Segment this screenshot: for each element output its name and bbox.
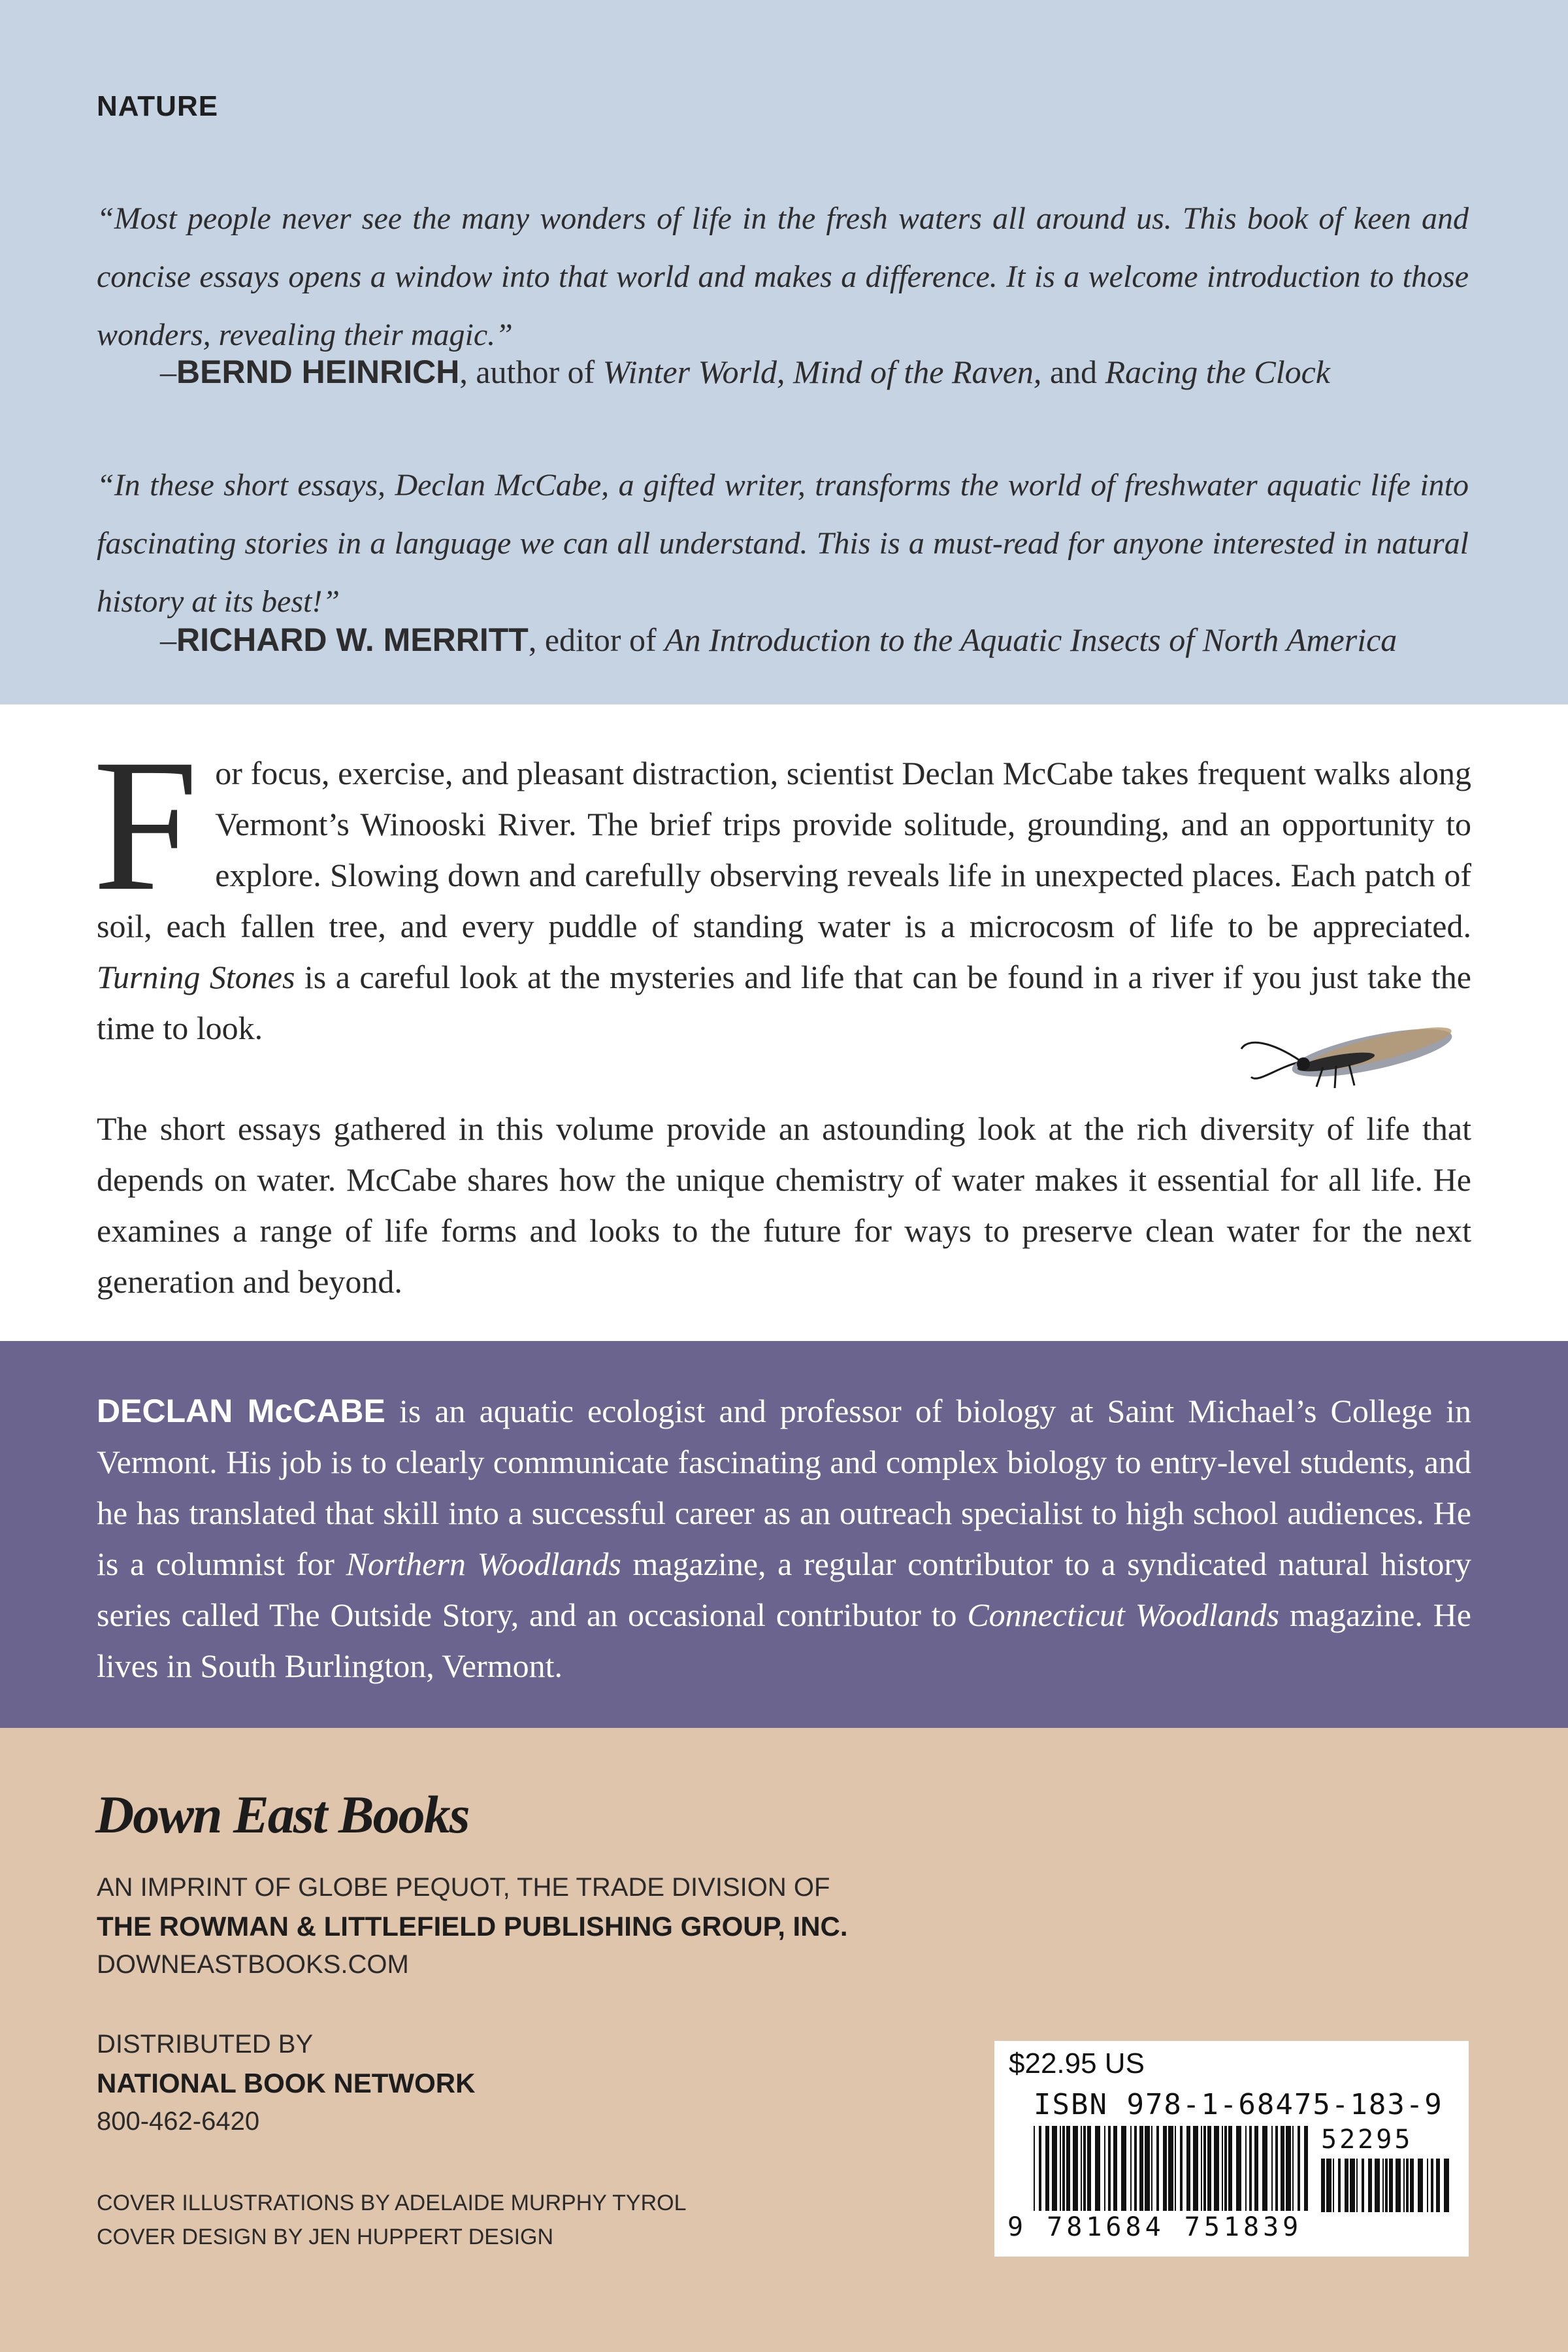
drop-cap: F [93, 720, 199, 930]
price: $22.95 US [1009, 2047, 1145, 2079]
ean-barcode [1034, 2126, 1308, 2211]
price-addon-code: 52295 [1321, 2125, 1413, 2155]
publisher-logo: Down East Books [95, 1785, 469, 1844]
distributor-phone: 800-462-6420 [97, 2107, 260, 2136]
addon-barcode [1321, 2159, 1452, 2212]
distributor-name: NATIONAL BOOK NETWORK [97, 2068, 476, 2098]
publishing-group: THE ROWMAN & LITTLEFIELD PUBLISHING GROUP, INC. [97, 1911, 848, 1942]
quote-heinrich: “Most people never see the many wonders of life in the fresh waters all around us. This book of keen and concise essays opens a window into that world and makes a difference. It is a welcome introduction to those wonders, revealing their magic.” [97, 201, 1469, 352]
author-bio-section [0, 1341, 1568, 1728]
description-paragraph-1: For focus, exercise, and pleasant distraction, scientist Declan McCabe takes frequent walks along Vermont’s Winooski River. The brief trips provide solitude, grounding, and an opportunity to explore. Slowing down and carefully observing reveals life in unexpected places. Each patch of soil, each fallen tree, and every puddle of standing water is a microcosm of life to be appreciated. Turning Stones is a careful look at the mysteries and life that can be found in a river if you just take the time to look. [93, 720, 1471, 1046]
bio-author-name: DECLAN McCABE [97, 1393, 385, 1429]
author-name: RICHARD W. MERRITT [176, 621, 529, 658]
publisher-section [0, 1728, 1568, 2352]
attribution-merritt: –RICHARD W. MERRITT, editor of An Introduction to the Aquatic Insects of North America [160, 621, 1397, 658]
isbn-number: ISBN 978-1-68475-183-9 [1034, 2088, 1443, 2121]
illustration-credit: COVER ILLUSTRATIONS BY ADELAIDE MURPHY TYROL [97, 2191, 687, 2215]
barcode-label [994, 2041, 1469, 2257]
publisher-website: DOWNEASTBOOKS.COM [97, 1950, 409, 1979]
author-bio: DECLAN McCABE is an aquatic ecologist and professor of biology at Saint Michael’s College in Vermont. His job is to clearly communicate fascinating and complex biology to entry-level students, and he has translated that skill into a successful career as an outreach specialist to high school audiences. He is a columnist for Northern Woodlands magazine, a regular contributor to a syndicated natural history series called The Outside Story, and an occasional contributor to Connecticut Woodlands magazine. He lives in South Burlington, Vermont. [97, 1393, 1471, 1684]
author-name: BERND HEINRICH [176, 354, 460, 390]
quote-merritt: “In these short essays, Declan McCabe, a gifted writer, transforms the world of freshwater aquatic life into fascinating stories in a language we can all understand. This is a must-read for anyone interested in natural history at its best!” [97, 468, 1469, 619]
magazine-title: Northern Woodlands [346, 1546, 621, 1582]
magazine-title: Connecticut Woodlands [967, 1597, 1280, 1633]
category-label: NATURE [97, 90, 219, 122]
description-paragraph-2: The short essays gathered in this volume provide an astounding look at the rich diversity of life that depends on water. McCabe shares how the unique chemistry of water makes it essential for all life. He examines a range of life forms and looks to the future for ways to preserve clean water for the next generation and beyond. [97, 1110, 1471, 1300]
description-section [0, 704, 1568, 1341]
distributed-by-label: DISTRIBUTED BY [97, 2030, 314, 2059]
attribution-heinrich: –BERND HEINRICH, author of Winter World, Mind of the Raven, and Racing the Clock [160, 354, 1330, 390]
endorsements-section [0, 0, 1568, 704]
imprint-line: AN IMPRINT OF GLOBE PEQUOT, THE TRADE DIVISION OF [97, 1873, 830, 1902]
design-credit: COVER DESIGN BY JEN HUPPERT DESIGN [97, 2225, 554, 2249]
insect-illustration [1238, 1002, 1467, 1100]
ean-digits: 9 781684 751839 [1007, 2212, 1303, 2242]
book-title: Turning Stones [97, 959, 295, 995]
